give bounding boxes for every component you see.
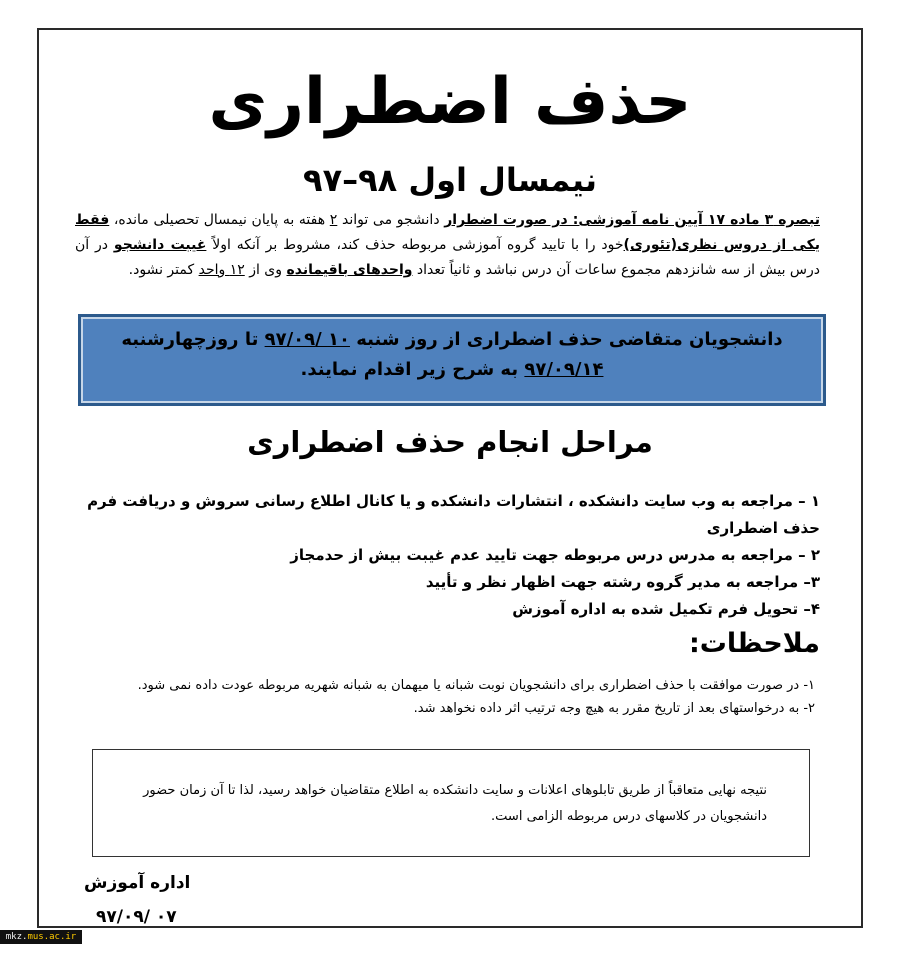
- intro-text: وی از: [244, 262, 287, 278]
- intro-rule-ref: تبصره ۳ ماده ۱۷ آیین نامه آموزشی: در صورت اضطرار: [444, 212, 820, 228]
- intro-min-units: ۱۲ واحد: [198, 262, 245, 278]
- intro-text: در آن درس بیش از سه شانزدهم مجموع ساعات آن درس نباشد و ثانیاً تعداد: [75, 237, 820, 278]
- watermark-domain: mus.ac.ir: [27, 932, 77, 942]
- announcement-text: تا روزچهارشنبه: [121, 329, 265, 350]
- notes-list: [95, 674, 815, 720]
- intro-text: هفته به پایان نیمسال تحصیلی مانده،: [109, 212, 330, 228]
- document-title: حذف اضطراری: [208, 65, 692, 139]
- announcement-text: به شرح زیر اقدام نمایند.: [300, 359, 525, 380]
- signature-office: اداره آموزش: [84, 873, 191, 893]
- step-item: ۴– تحویل فرم تکمیل شده به اداره آموزش: [512, 600, 820, 618]
- notes-title: ملاحظات:: [688, 628, 820, 659]
- announcement-box: [78, 314, 826, 406]
- intro-weeks: ۲: [329, 212, 338, 228]
- step-item: ۲ – مراجعه به مدرس درس مربوطه جهت تایید عدم غیبت بیش از حدمجاز: [290, 546, 820, 564]
- steps-list: [75, 488, 820, 623]
- final-notice-text: نتیجه نهایی متعاقباً از طریق تابلوهای اعلانات و سایت دانشکده به اطلاع متقاضیان خواهد رسید، لذا تا آن زمان حضور دانشجویان در کلاسهای درس مربوطه الزامی است.: [143, 783, 767, 824]
- announcement-start-date: ۱۰ /۹۷/۰۹: [264, 329, 350, 350]
- announcement-line-2: [81, 355, 823, 385]
- intro-paragraph: [75, 208, 820, 283]
- document-subtitle: نیمسال اول ۹۸–۹۷: [303, 161, 597, 199]
- signature-date: ۹۷/۰۹/ ۰۷: [96, 907, 177, 927]
- announcement-text: دانشجویان متقاضی حذف اضطراری از روز شنبه: [349, 329, 783, 350]
- note-item: ۱- در صورت موافقت با حذف اضطراری برای دانشجویان نوبت شبانه یا میهمان به شبانه شهریه مربوطه عودت داده نمی شود.: [137, 678, 815, 693]
- intro-absence: غیبت دانشجو: [113, 237, 207, 253]
- announcement-line-1: [81, 317, 823, 355]
- note-item: ۲- به درخواستهای بعد از تاریخ مقرر به هیچ وجه ترتیب اثر داده نخواهد شد.: [413, 701, 815, 716]
- intro-course-type: فقط یکی از دروس نظری(تئوری): [75, 212, 820, 253]
- intro-text: خود را با تایید گروه آموزشی مربوطه حذف کند، مشروط بر آنکه اولاً: [206, 237, 624, 253]
- intro-text: دانشجو می تواند: [337, 212, 445, 228]
- intro-text: کمتر نشود.: [128, 262, 199, 278]
- signature-block: [84, 866, 304, 934]
- step-item: ۳– مراجعه به مدیر گروه رشته جهت اظهار نظر و تأیید: [425, 573, 820, 591]
- step-item: ۱ – مراجعه به وب سایت دانشکده ، انتشارات دانشکده و یا کانال اطلاع رسانی سروش و دریافت فرم حذف اضطراری: [87, 492, 820, 537]
- source-watermark: [0, 930, 82, 944]
- announcement-end-date: ۹۷/۰۹/۱۴: [524, 359, 604, 380]
- final-notice-box: [92, 749, 810, 857]
- steps-title: مراحل انجام حذف اضطراری: [247, 425, 653, 459]
- intro-remaining-units: واحدهای باقیمانده: [286, 262, 413, 278]
- watermark-prefix: mkz.: [5, 932, 28, 942]
